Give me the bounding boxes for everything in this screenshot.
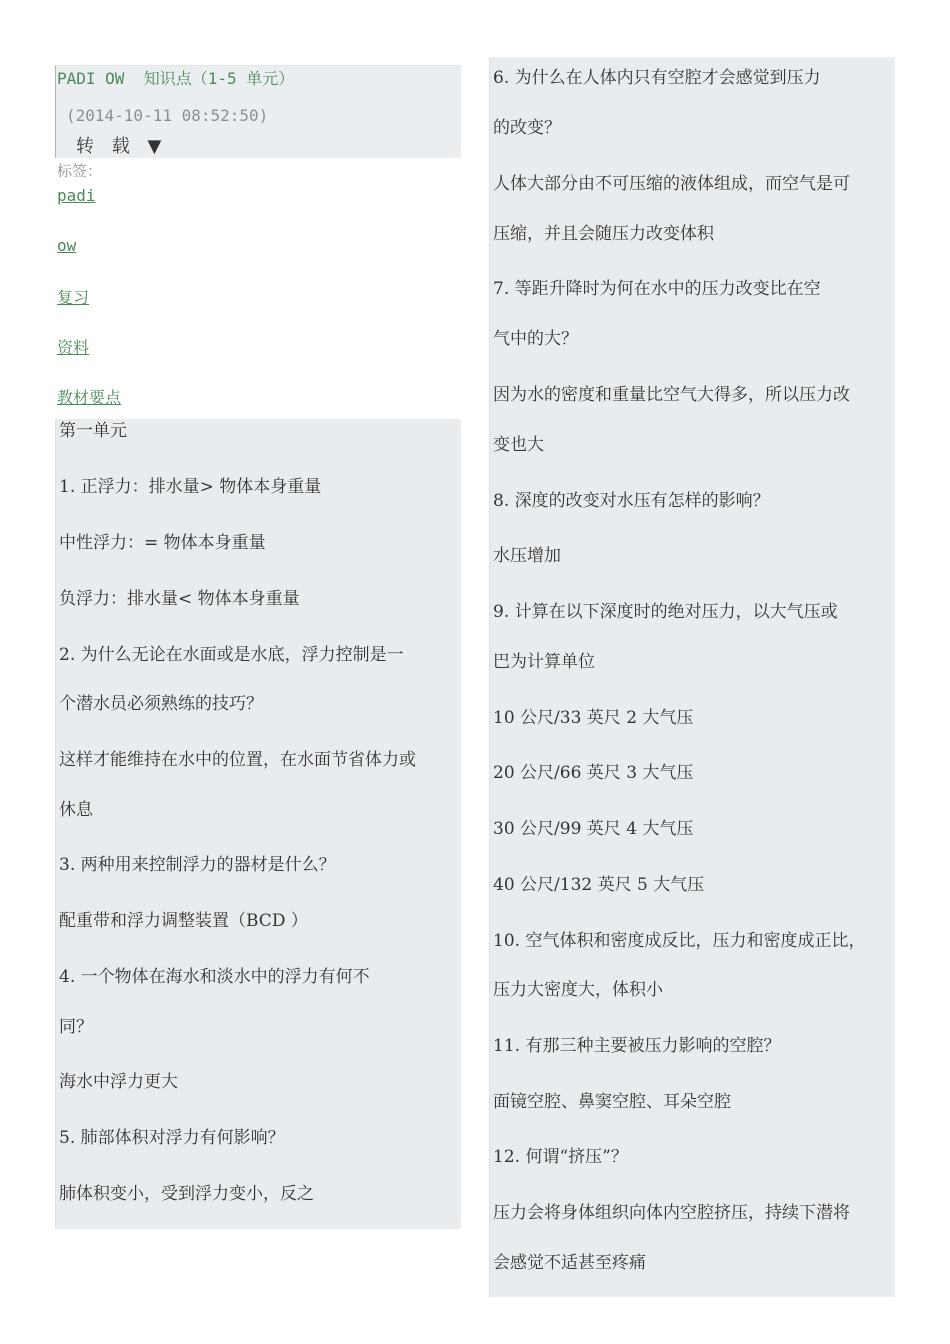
content-line: 肺体积变小，受到浮力变小，反之: [59, 1184, 314, 1204]
content-line: 的改变？: [493, 118, 561, 138]
content-line: 11. 有那三种主要被压力影响的空腔？: [493, 1036, 781, 1056]
content-line: 第一单元: [59, 421, 127, 441]
content-line: 7. 等距升降时为何在水中的压力改变比在空: [493, 279, 821, 299]
content-line: 巴为计算单位: [493, 652, 595, 672]
content-line: 9. 计算在以下深度时的绝对压力，以大气压或: [493, 602, 838, 622]
content-line: 40 公尺/132 英尺 5 大气压: [493, 875, 705, 895]
content-line: 中性浮力：= 物体本身重量: [59, 533, 266, 553]
content-line: 人体大部分由不可压缩的液体组成，而空气是可: [493, 174, 850, 194]
content-line: 因为水的密度和重量比空气大得多，所以压力改: [493, 385, 850, 405]
content-line: 1. 正浮力：排水量> 物体本身重量: [59, 477, 322, 497]
content-line: 配重带和浮力调整装置（BCD ）: [59, 911, 308, 931]
content-line: 变也大: [493, 435, 544, 455]
right-content-column: [489, 57, 895, 1297]
content-line: 同？: [59, 1017, 93, 1037]
content-line: 水压增加: [493, 546, 561, 566]
tags-label: 标签：: [57, 162, 103, 180]
content-line: 5. 肺部体积对浮力有何影响？: [59, 1128, 285, 1148]
content-line: 个潜水员必须熟练的技巧？: [59, 694, 263, 714]
content-line: 会感觉不适甚至疼痛: [493, 1253, 646, 1273]
post-date: (2014-10-11 08:52:50): [66, 106, 269, 125]
content-line: 10. 空气体积和密度成反比，压力和密度成正比，: [493, 931, 866, 951]
tag-link-padi[interactable]: padi: [57, 186, 96, 205]
post-title: PADI OW 知识点（1-5 单元）: [57, 69, 295, 88]
content-line: 4. 一个物体在海水和淡水中的浮力有何不: [59, 967, 370, 987]
content-line: 12. 何谓“挤压”？: [493, 1147, 628, 1167]
content-line: 2. 为什么无论在水面或是水底，浮力控制是一: [59, 645, 404, 665]
content-line: 压缩，并且会随压力改变体积: [493, 224, 714, 244]
content-line: 10 公尺/33 英尺 2 大气压: [493, 708, 694, 728]
content-line: 压力大密度大，体积小: [493, 980, 663, 1000]
tag-link-ow[interactable]: ow: [57, 236, 77, 255]
content-line: 面镜空腔、鼻窦空腔、耳朵空腔: [493, 1092, 731, 1112]
repost-button[interactable]: 转 载 ▼: [76, 136, 168, 157]
left-content-column: [55, 419, 461, 1229]
content-line: 压力会将身体组织向体内空腔挤压，持续下潜将: [493, 1203, 850, 1223]
content-line: 休息: [59, 800, 93, 820]
content-line: 6. 为什么在人体内只有空腔才会感觉到压力: [493, 68, 821, 88]
content-line: 海水中浮力更大: [59, 1072, 178, 1092]
content-line: 负浮力：排水量< 物体本身重量: [59, 589, 300, 609]
tag-link-review[interactable]: 复习: [57, 288, 90, 307]
tag-link-materials[interactable]: 资料: [57, 338, 90, 357]
content-line: 20 公尺/66 英尺 3 大气压: [493, 763, 694, 783]
content-line: 3. 两种用来控制浮力的器材是什么？: [59, 855, 336, 875]
content-line: 气中的大？: [493, 329, 578, 349]
tag-link-textbook-points[interactable]: 教材要点: [57, 388, 122, 407]
content-line: 30 公尺/99 英尺 4 大气压: [493, 819, 694, 839]
content-line: 这样才能维持在水中的位置，在水面节省体力或: [59, 750, 416, 770]
content-line: 8. 深度的改变对水压有怎样的影响？: [493, 491, 770, 511]
